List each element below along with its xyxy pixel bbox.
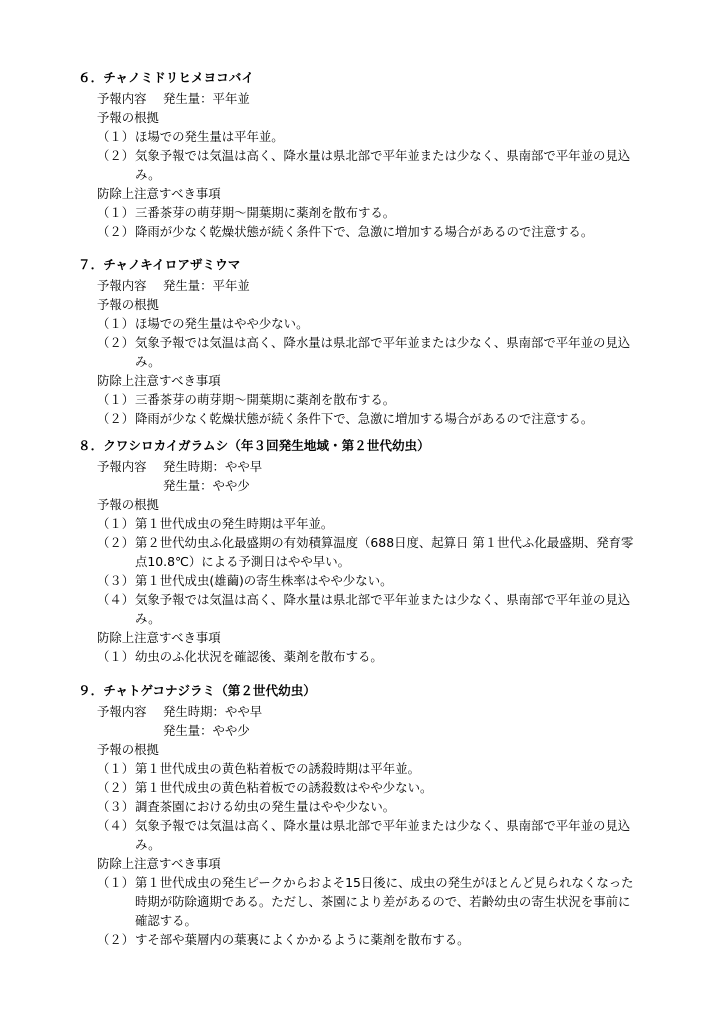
basis-item-text: 気象予報では気温は高く、降水量は県北部で平年並または少なく、県南部で平年並の見込 — [135, 818, 631, 833]
basis-item-text: み。 — [135, 354, 161, 369]
control-item-text: 降雨が少なく乾燥状態が続く条件下で、急激に増加する場合があるので注意する。 — [135, 224, 594, 239]
basis-item-number: （２） — [97, 780, 135, 795]
control-item-text: 確認する。 — [135, 913, 197, 928]
basis-item-text: 気象予報では気温は高く、降水量は県北部で平年並または少なく、県南部で平年並の見込 — [135, 148, 631, 163]
control-item-text: 時期が防除適期である。ただし、茶園により差があるので、若齢幼虫の寄生状況を事前に — [135, 894, 631, 909]
forecast-value: 発生時期：やや早 — [163, 459, 263, 474]
basis-label: 予報の根拠 — [97, 297, 159, 312]
basis-item-number: （４） — [97, 818, 135, 833]
basis-item-text: 気象予報では気温は高く、降水量は県北部で平年並または少なく、県南部で平年並の見込 — [135, 592, 631, 607]
control-item-number: （２） — [97, 932, 135, 947]
basis-label: 予報の根拠 — [97, 742, 159, 757]
forecast-value: 発生量：平年並 — [163, 91, 250, 106]
basis-item-text: 第１世代成虫の黄色粘着板での誘殺時期は平年並。 — [135, 761, 420, 776]
forecast-value: 発生量：やや少 — [163, 723, 250, 738]
forecast-label: 予報内容 — [97, 278, 147, 293]
forecast-label: 予報内容 — [97, 459, 147, 474]
control-item-text: すそ部や葉層内の葉裏によくかかるように薬剤を散布する。 — [135, 932, 470, 947]
control-item-number: （１） — [97, 875, 135, 890]
section-heading: ８．クワシロカイガラムシ（年３回発生地域・第２世代幼虫） — [78, 438, 430, 453]
control-item-number: （１） — [97, 649, 135, 664]
basis-item-text: 点10.8℃）による予測日はやや早い。 — [135, 554, 350, 569]
basis-item-number: （１） — [97, 761, 135, 776]
basis-item-text: み。 — [135, 167, 161, 182]
basis-item-text: み。 — [135, 837, 161, 852]
basis-item-text: 気象予報では気温は高く、降水量は県北部で平年並または少なく、県南部で平年並の見込 — [135, 335, 631, 350]
basis-label: 予報の根拠 — [97, 497, 159, 512]
basis-label: 予報の根拠 — [97, 110, 159, 125]
control-item-text: 三番茶芽の萌芽期～開葉期に薬剤を散布する。 — [135, 392, 396, 407]
control-item-text: 第１世代成虫の発生ピークからおよそ15日後に、成虫の発生がほとんど見られなくなった — [135, 875, 634, 890]
basis-item-number: （３） — [97, 573, 135, 588]
basis-item-text: ほ場での発生量はやや少ない。 — [135, 316, 309, 331]
basis-item-number: （１） — [97, 316, 135, 331]
section-heading: ６．チャノミドリヒメヨコバイ — [78, 70, 254, 85]
forecast-value: 発生時期：やや早 — [163, 704, 263, 719]
basis-item-text: 第１世代成虫(雄繭)の寄生株率はやや少ない。 — [135, 573, 393, 588]
basis-item-number: （３） — [97, 799, 135, 814]
basis-item-text: 第１世代成虫の発生時期は平年並。 — [135, 516, 334, 531]
forecast-label: 予報内容 — [97, 704, 147, 719]
control-label: 防除上注意すべき事項 — [97, 186, 221, 201]
basis-item-number: （１） — [97, 129, 135, 144]
basis-item-text: 調査茶園における幼虫の発生量はやや少ない。 — [135, 799, 396, 814]
control-label: 防除上注意すべき事項 — [97, 630, 221, 645]
basis-item-text: ほ場での発生量は平年並。 — [135, 129, 284, 144]
control-item-text: 三番茶芽の萌芽期～開葉期に薬剤を散布する。 — [135, 205, 396, 220]
control-item-number: （１） — [97, 205, 135, 220]
control-item-number: （２） — [97, 224, 135, 239]
forecast-value: 発生量：やや少 — [163, 478, 250, 493]
basis-item-number: （１） — [97, 516, 135, 531]
control-item-number: （１） — [97, 392, 135, 407]
control-item-text: 幼虫のふ化状況を確認後、薬剤を散布する。 — [135, 649, 383, 664]
control-label: 防除上注意すべき事項 — [97, 856, 221, 871]
basis-item-text: み。 — [135, 611, 161, 626]
basis-item-number: （２） — [97, 335, 135, 350]
basis-item-text: 第１世代成虫の黄色粘着板での誘殺数はやや少ない。 — [135, 780, 433, 795]
forecast-label: 予報内容 — [97, 91, 147, 106]
basis-item-text: 第２世代幼虫ふ化最盛期の有効積算温度（688日度、起算日 第１世代ふ化最盛期、発育零 — [135, 535, 634, 550]
basis-item-number: （４） — [97, 592, 135, 607]
control-item-text: 降雨が少なく乾燥状態が続く条件下で、急激に増加する場合があるので注意する。 — [135, 411, 594, 426]
section-heading: ７．チャノキイロアザミウマ — [78, 257, 241, 272]
section-heading: ９．チャトゲコナジラミ（第２世代幼虫） — [78, 683, 316, 698]
basis-item-number: （２） — [97, 148, 135, 163]
forecast-value: 発生量：平年並 — [163, 278, 250, 293]
control-item-number: （２） — [97, 411, 135, 426]
basis-item-number: （２） — [97, 535, 135, 550]
control-label: 防除上注意すべき事項 — [97, 373, 221, 388]
